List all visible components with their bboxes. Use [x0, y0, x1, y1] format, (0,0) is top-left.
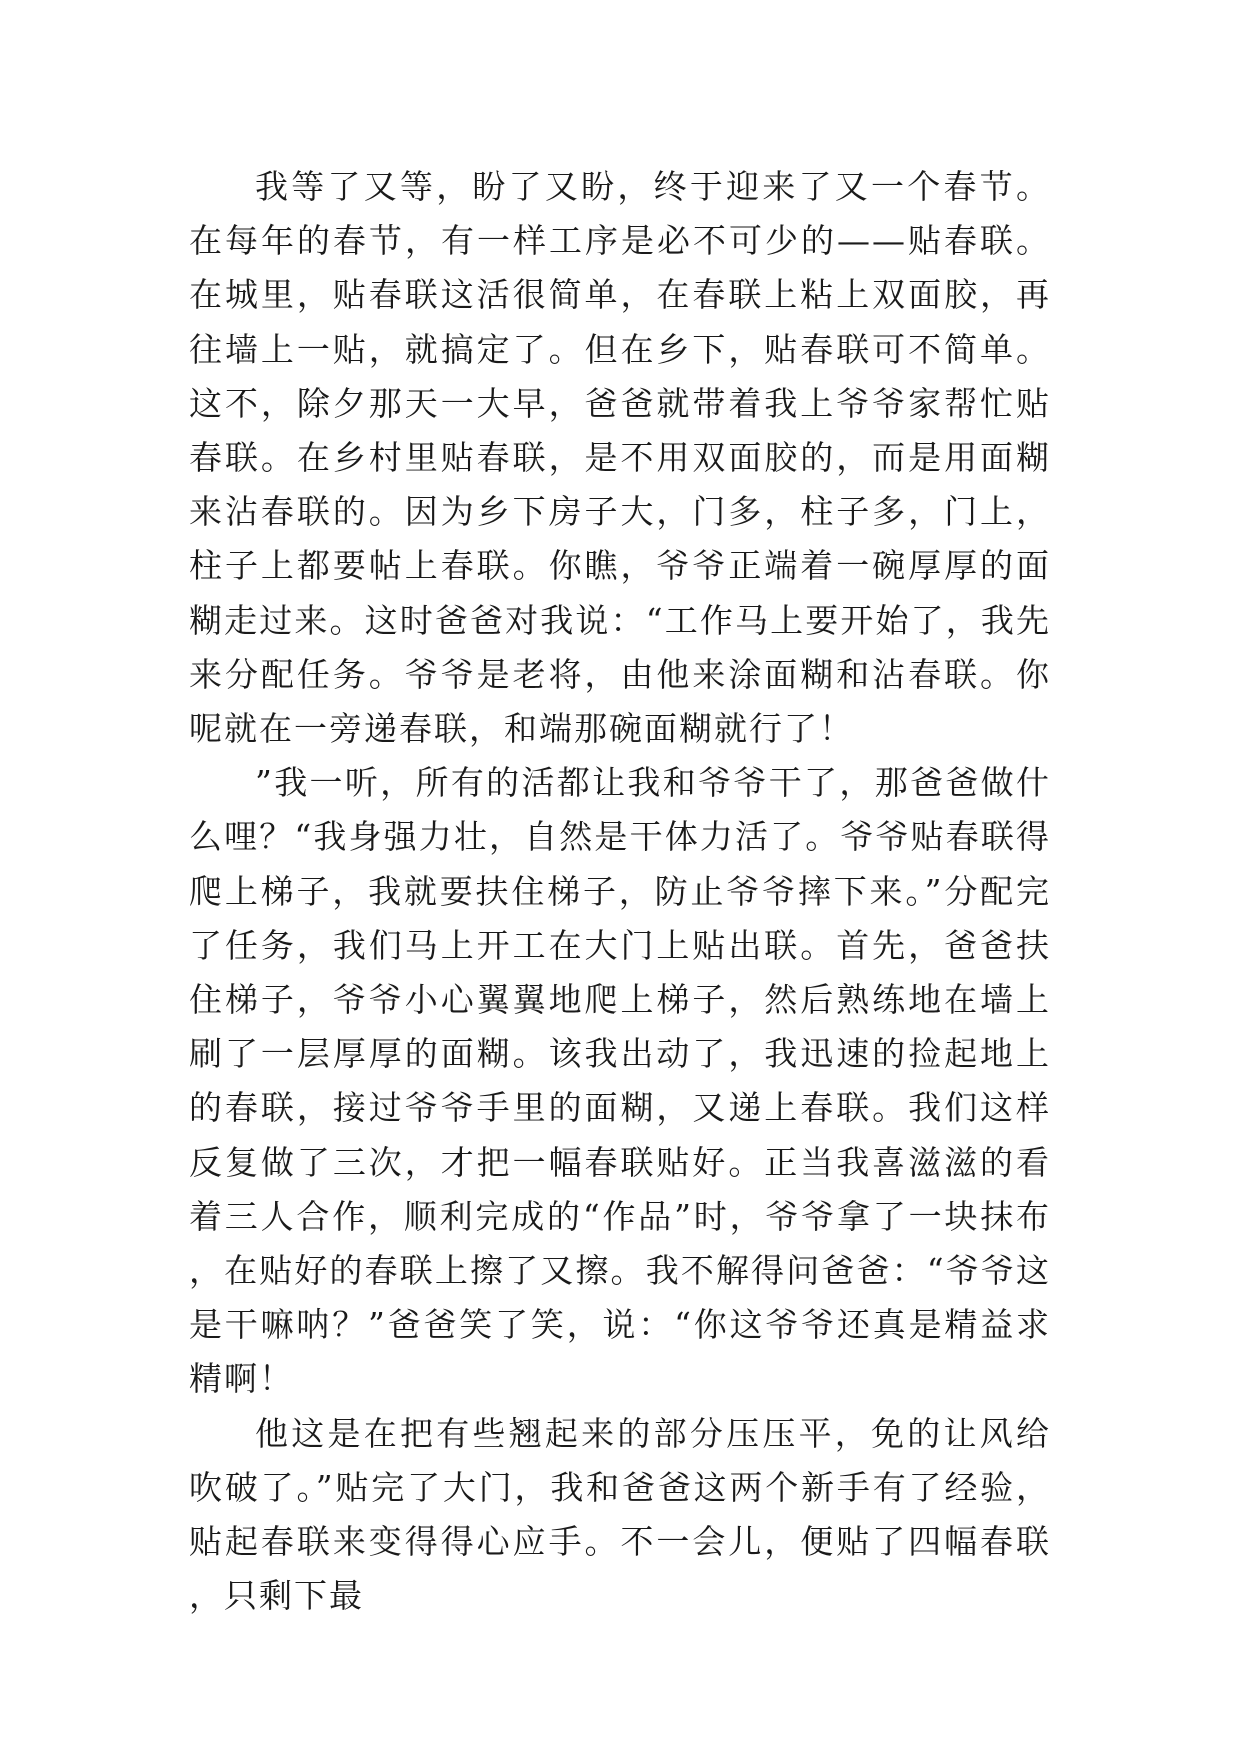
document-body — [189, 160, 1051, 1623]
paragraph-3: 他这是在把有些翘起来的部分压压平，免的让风给吹破了。”贴完了大门，我和爸爸这两个新手有了经验，贴起春联来变得得心应手。不一会儿，便贴了四幅春联，只剩下最 — [189, 1413, 1051, 1616]
paragraph-2: ”我一听，所有的活都让我和爷爷干了，那爸爸做什么哩？“我身强力壮，自然是干体力活了。爷爷贴春联得爬上梯子，我就要扶住梯子，防止爷爷摔下来。”分配完了任务，我们马上开工在大门上贴出联。首先，爸爸扶住梯子，爷爷小心翼翼地爬上梯子，然后熟练地在墙上刷了一层厚厚的面糊。该我出动了，我迅速的捡起地上的春联，接过爷爷手里的面糊，又递上春联。我们这样反复做了三次，才把一幅春联贴好。正当我喜滋滋的看着三人合作，顺利完成的“作品”时，爷爷拿了一块抹布，在贴好的春联上擦了又擦。我不解得问爸爸：“爷爷这是干嘛呐？”爸爸笑了笑，说：“你这爷爷还真是精益求精啊！ — [189, 763, 1051, 1399]
paragraph-1: 我等了又等，盼了又盼，终于迎来了又一个春节。在每年的春节，有一样工序是必不可少的——贴春联。在城里，贴春联这活很简单，在春联上粘上双面胶，再往墙上一贴，就搞定了。但在乡下，贴春联可不简单。这不，除夕那天一大早，爸爸就带着我上爷爷家帮忙贴春联。在乡村里贴春联，是不用双面胶的，而是用面糊来沾春联的。因为乡下房子大，门多，柱子多，门上，柱子上都要帖上春联。你瞧，爷爷正端着一碗厚厚的面糊走过来。这时爸爸对我说：“工作马上要开始了，我先来分配任务。爷爷是老将，由他来涂面糊和沾春联。你呢就在一旁递春联，和端那碗面糊就行了！ — [189, 167, 1051, 749]
